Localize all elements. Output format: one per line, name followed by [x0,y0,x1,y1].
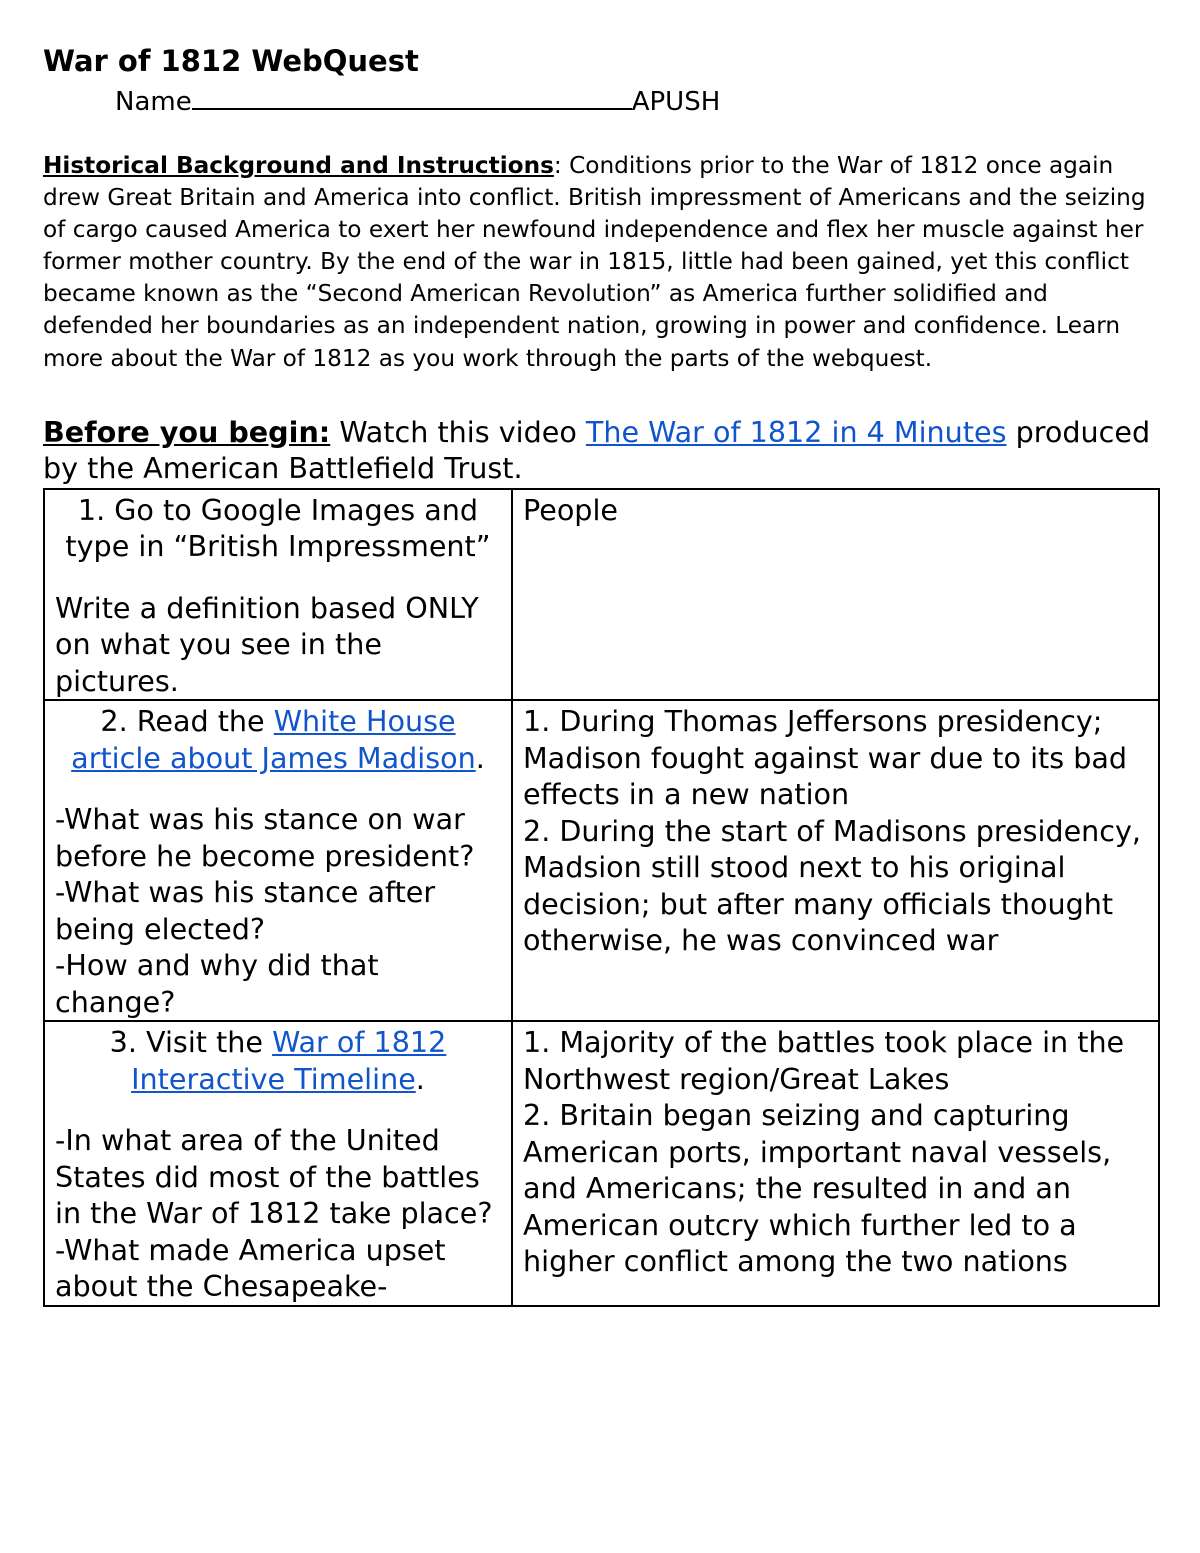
before-text-after: produced by the American Battlefield Trust. [43,414,1151,485]
course-label: APUSH [631,87,721,117]
question-text: -What was his stance on war before he become president? [55,802,475,873]
question-text: -In what area of the United States did most of the battles in the War of 1812 take place? [55,1123,493,1231]
background-heading: Historical Background and Instructions [43,152,554,179]
question-text: -What made America upset about the Chesapeake- [55,1232,446,1304]
question-cell [44,1021,512,1306]
webquest-table [43,488,1160,1307]
question-title [55,1024,501,1097]
white-house-link[interactable]: White House article about James Madison [71,704,476,775]
question-cell [44,489,512,701]
background-paragraph [43,150,1160,375]
table-row [44,489,1159,701]
question-cell [44,700,512,1021]
answer-text: 1. During Thomas Jeffersons presidency; Madison fought against war due to its bad effects in a new nation [523,704,1128,812]
answer-cell[interactable] [512,489,1159,701]
answer-text: People [523,492,618,527]
question-text: Write a definition based ONLY on what you see in the pictures. [55,590,479,698]
table-row [44,1021,1159,1306]
question-prefix: 3. Visit the [109,1025,273,1060]
before-heading: Before you begin: [43,414,331,449]
question-title [55,703,501,776]
before-text: Watch this video [330,414,586,449]
name-blank [192,80,632,110]
answer-text: 2. Britain began seizing and capturing American ports, important naval vessels, and Americans; the resulted in and an American outcry which further led to a higher conflict among the two nations [523,1098,1112,1279]
question-suffix: . [475,740,485,775]
name-line [115,80,1160,120]
before-paragraph [43,414,1160,486]
question-text: -What was his stance after being elected? [55,875,436,946]
timeline-link[interactable]: War of 1812 Interactive Timeline [131,1025,447,1096]
answer-text: 2. During the start of Madisons presidency, Madsion still stood next to his original decision; but after many officials thought otherwise, he was convinced war [523,813,1142,958]
video-link[interactable]: The War of 1812 in 4 Minutes [585,414,1007,449]
page-title: War of 1812 WebQuest [43,44,419,78]
table-row [44,700,1159,1021]
question-prefix: 2. Read the [100,704,274,739]
question-title: 1. Go to Google Images and type in “British Impressment” [65,492,491,564]
answer-cell[interactable] [512,700,1159,1021]
answer-cell[interactable] [512,1021,1159,1306]
worksheet-page [43,42,1160,1307]
question-text: -How and why did that change? [55,948,379,1019]
question-suffix: . [415,1061,425,1096]
name-label: Name [115,87,192,117]
answer-text: 1. Majority of the battles took place in the Northwest region/Great Lakes [523,1025,1125,1096]
background-text: : Conditions prior to the War of 1812 once again drew Great Britain and America into conflict. British impressment of Americans and the seizing of cargo caused America to exert her newfound independence and flex her muscle against her former mother country. By the end of the war in 1815, little had been gained, yet this conflict became known as the “Second American Revolution” as America further solidified and defended her boundaries as an independent nation, growing in power and confidence. Learn more about the War of 1812 as you work through the parts of the webquest. [43,152,1146,372]
